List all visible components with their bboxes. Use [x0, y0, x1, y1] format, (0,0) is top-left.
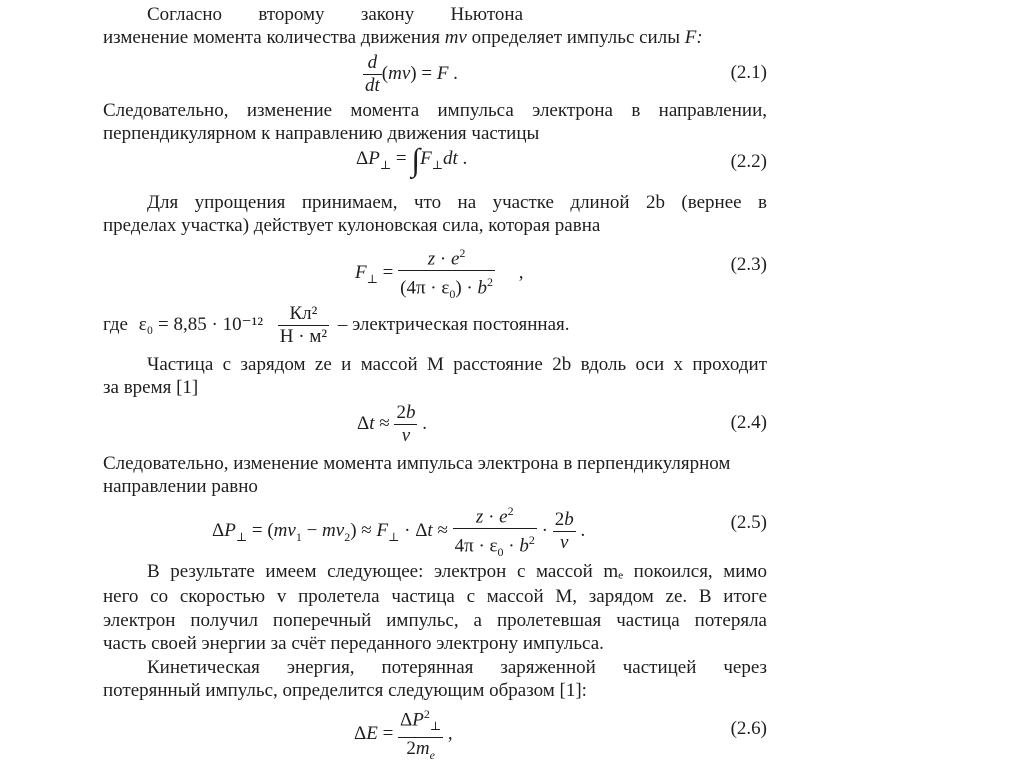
equation-2-4: Δt ≈ $\frac{2b}{v}$ . — [357, 402, 427, 446]
text-line-9: за время [1] — [103, 377, 199, 398]
text: где — [103, 313, 128, 335]
constant-value: ε₀ = 8,85 · 10⁻¹² — [138, 313, 264, 335]
word: Согласно — [147, 4, 223, 25]
text-line-11: направлении равно — [103, 476, 258, 497]
text-line-7 — [103, 303, 623, 348]
constant-unit — [278, 303, 329, 348]
text-line-16: Кинетическая энергия, потерянная заряженной частицей через — [147, 657, 767, 678]
equation-number: (2.6) — [730, 718, 767, 739]
equation-number: (2.4) — [730, 412, 767, 433]
text-line-14: электрон получил поперечный импульс, а пролетевшая частица потеряла — [103, 610, 767, 631]
text: изменение момента количества движения — [103, 27, 445, 48]
equation-2-3: $F_\perp$ = $\frac{z \cdot e^2}{(4\pi \cdot \varepsilon_0) \cdot b^2}$ , — [355, 242, 524, 305]
text: – электрическая постоянная. — [337, 313, 570, 335]
word: второму — [258, 4, 325, 25]
text-line-6: пределах участка) действует кулоновская сила, которая равна — [103, 215, 601, 236]
text-line-8: Частица с зарядом ze и массой M расстояние 2b вдоль оси x проходит — [147, 354, 767, 375]
equation-2-6: ΔE = $\frac{\Delta P^2_\perp}{2m_e}$ , — [354, 703, 453, 766]
equation-2-2: $\Delta P_\perp = \int F_\perp dt$ . — [356, 141, 468, 178]
equation-2-5: $\Delta P_\perp = (mv_1 - mv_2) \approx F_\perp \cdot \Delta t$ ≈ $\frac{z \cdot e^2}{4\pi \cdot \varepsilon_0 \cdot b^2}$ · $\frac{2b}{v}$ . — [212, 500, 585, 563]
text-line-17: потерянный импульс, определится следующим образом [1]: — [103, 680, 587, 701]
equation-number: (2.1) — [730, 62, 767, 83]
text-line-15: часть своей энергии за счёт переданного электрону импульса. — [103, 633, 604, 654]
text-line-4: перпендикулярном к направлению движения частицы — [103, 123, 540, 144]
text-line-3: Следовательно, изменение момента импульса электрона в направлении, — [103, 100, 767, 121]
unit-numerator: Кл² — [278, 303, 329, 326]
text-line-1 — [147, 4, 523, 26]
text-line-5: Для упрощения принимаем, что на участке длиной 2b (вернее в — [147, 192, 767, 213]
text-line-13: него со скоростью v пролетела частица с массой M, зарядом ze. В итоге — [103, 586, 767, 607]
word: закону — [360, 4, 415, 25]
equation-number: (2.5) — [730, 512, 767, 533]
equation-2-1: $\frac{d}{dt}$ (mv) = F . — [365, 52, 458, 96]
text-line-12: В результате имеем следующее: электрон с массой mₑ покоился, мимо — [147, 561, 767, 582]
equation-number: (2.3) — [730, 254, 767, 275]
word: Ньютона — [450, 4, 523, 25]
text-line-2 — [103, 27, 767, 49]
text-line-10: Следовательно, изменение момента импульса электрона в перпендикулярном — [103, 453, 731, 474]
equation-number: (2.2) — [730, 151, 767, 172]
text-math: F: — [684, 27, 703, 48]
text: определяет импульс силы — [466, 27, 685, 48]
unit-denominator: Н · м² — [279, 326, 328, 347]
text-math: mv — [444, 27, 467, 48]
